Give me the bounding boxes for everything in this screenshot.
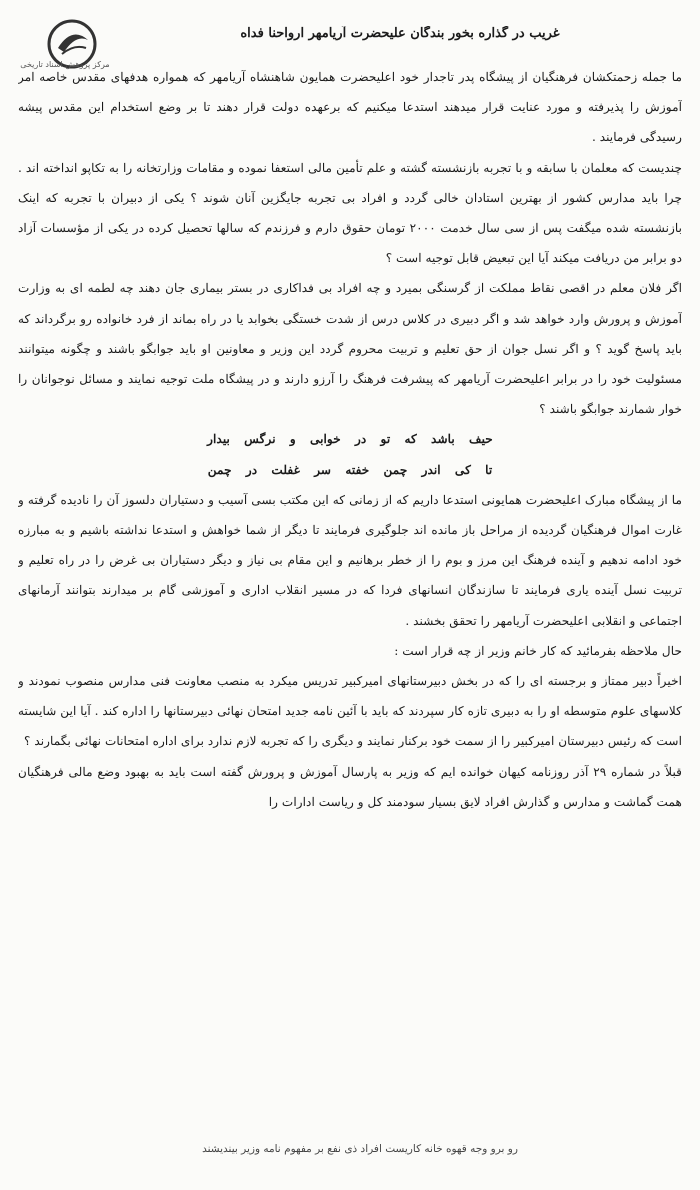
letter-heading: غریب در گذاره بخور بندگان علیحضرت آریامهر ارواحنا فداه (240, 26, 560, 41)
paragraph-1: ما جمله زحمتکشان فرهنگیان از پیشگاه پدر تاجدار خود اعلیحضرت همایون شاهنشاه آریامهر که همواره هدفهای مقدس خاصه امر آموزش را پذیرفته و مورد عنایت قرار میدهند استدعا میکنیم که برعهده دولت قرار دهند تا بر وضع استخدام این مقدس پیشه رسیدگی فرمایند . (18, 70, 682, 145)
paragraph-5: حال ملاحظه بفرمائید که کار خانم وزیر از چه قرار است : (394, 643, 682, 658)
letter-body (18, 62, 682, 1132)
poem-verse (18, 424, 682, 484)
logo-caption: مرکز پژوهش اسناد تاریخی (20, 60, 110, 69)
paragraph-7: قبلاً در شماره ۲۹ آذر روزنامه کیهان خوانده ایم که وزیر به پارسال آموزش و پرورش گفته است باید به بهبود وضع مالی فرهنگیان همت گماشت و مدارس و گذارش افراد لایق بسیار سودمند کل و ریاست ادارات را (18, 764, 682, 809)
paragraph-2: چندیست که معلمان با سابقه و با تجربه بازنشسته گشته و علم تأمین مالی استعفا نموده و مقامات وزارتخانه را به تکاپو انداخته اند . چرا باید مدارس کشور از بهترین استادان خالی گردد و افراد بی تجربه جایگزین آنان شوند ؟ یکی از دبیران با تجربه که اینک بازنشسته شده میگفت پس از سی سال خدمت ۲۰۰۰ تومان حقوق دارم و فرزندم که سالها تحصیل کرده در یکی از مؤسسات آزاد دو برابر من دریافت میکند آیا این تبعیض قابل توجیه است ؟ (18, 160, 682, 266)
paragraph-6: اخیراً دبیر ممتاز و برجسته ای را که در بخش دبیرستانهای امیرکبیر تدریس میکرد به منصب معاونت فنی مدارس منصوب نمودند و کلاسهای علوم متوسطه او را به دبیری تازه کار سپردند که باید با آئین نامه جدید امتحان نهائی دبیرستانها را اداره کند . آیا این شایسته است که رئیس دبیرستان امیرکبیر را از سمت خود برکنار نمایند و دیگری را که تجربه لازم ندارد برای اداره امتحانات نهائی بگمارند ؟ (18, 674, 682, 749)
paragraph-4: ما از پیشگاه مبارک اعلیحضرت همایونی استدعا داریم که از زمانی که این مکتب بسی آسیب و دستیاران دلسوز آن را نادیده گرفته و غارت اموال فرهنگیان گردیده از مراحل باز مانده اند جلوگیری فرمایند تا دیگر از شما خواهش و استدعا نداشته باشیم و به مبارزه خود ادامه ندهیم و آینده فرهنگ این مرز و بوم را از خطر برهانیم و این مقام بی نیاز و دیگر دستیاران بی غرض را در راه تعلیم و تربیت نسل آینده یاری فرمایند تا سازندگان انسانهای فردا که در مسیر انقلاب اداری و آموزشی گام بر میدارند بتوانند آرمانهای اجتماعی و انقلابی اعلیحضرت آریامهر را تحقق بخشند . (18, 492, 682, 628)
verse-hemistich-1: حیف باشد که تو در خوابی و نرگس بیدار (207, 432, 493, 447)
page-footer-line: رو برو وجه قهوه خانه کاریست افراد ذی نفع بر مفهوم نامه وزیر بیندیشند (202, 1143, 518, 1155)
paragraph-3: اگر فلان معلم در اقصی نقاط مملکت از گرسنگی بمیرد و چه افراد بی فداکاری در بستر بیماری جان دهند چه لطمه ای به وزارت آموزش و پرورش وارد خواهد شد و اگر دبیری در کلاس درس از شدت خستگی بخوابد یا در راه بماند از فرد خانواده رو برگرداند که باید پاسخ گوید ؟ و اگر نسل جوان از حق تعلیم و تربیت محروم گردد این وزیر و معاونین او باید جوابگو باشند و چگونه میتوانند مسئولیت خود را در برابر اعلیحضرت آریامهر که پیشرفت فرهنگ را آرزو دارند و در پیشگاه ملت توجیه نمایند و مسائل نوجوانان را خوار شمارند جوابگو باشند ؟ (18, 281, 682, 417)
verse-hemistich-2: تا کی اندر چمن خفته سر غفلت در چمن (207, 462, 493, 477)
